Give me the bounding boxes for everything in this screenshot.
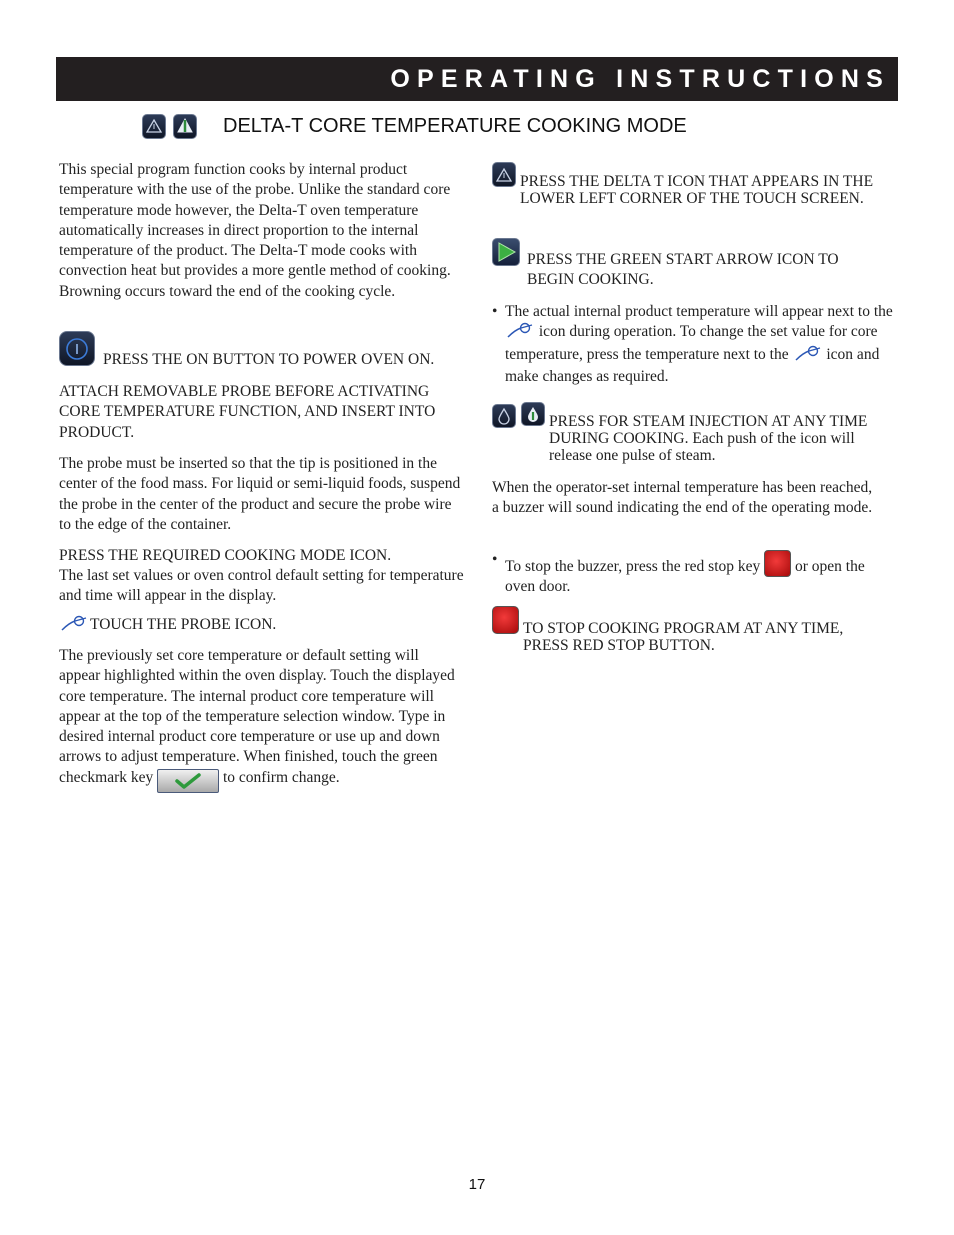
core-temp-text: The previously set core temperature or default setting will appear highlighted within the oven display. Touch the displayed core temperature. The internal product core temperature will appear at the top of the temperature selection window. Type in desired internal product core temperature or use up and down arrows to adjust temperature. When finished, touch the green checkmark key: [59, 647, 455, 786]
intro-paragraph: This special program function cooks by internal product temperature with the use of the probe. Unlike the standard core temperature mode however, the Delta-T oven temperature automatically increases in direct proportion to the internal temperature of the product. The Delta-T mode cooks with convection heat but provides a more gentle method of cooking. Browning occurs toward the end of the cooking cycle.: [59, 161, 451, 300]
buzzer-paragraph: When the operator-set internal temperature has been reached, a buzzer will sound indicating the end of the operating mode.: [492, 479, 873, 517]
stop-button-icon: [492, 606, 519, 634]
delta-t-icon: [142, 114, 166, 139]
probe-icon: [795, 345, 821, 367]
power-step: PRESS THE ON BUTTON TO POWER OVEN ON.: [103, 351, 435, 368]
section-heading: [142, 112, 687, 140]
core-temp-paragraph: [59, 646, 461, 793]
bullet-dot: •: [492, 551, 498, 568]
start-step: PRESS THE GREEN START ARROW ICON TO BEGIN COOKING.: [527, 251, 839, 289]
section-title: DELTA-T CORE TEMPERATURE COOKING MODE: [223, 114, 687, 137]
buzzer-bullet-part-a: To stop the buzzer, press the red stop key: [505, 558, 761, 575]
bullet-dot: •: [492, 303, 498, 320]
mode-step: PRESS THE REQUIRED COOKING MODE ICON.: [59, 547, 392, 564]
temp-bullet-part-b: icon during operation. To change the set value for core temperature, press the temperature next to the: [505, 323, 878, 363]
delta-t-steam-icon: [173, 114, 197, 139]
temp-bullet-part-a: The actual internal product temperature will appear next to the: [505, 303, 893, 320]
attach-probe-step: ATTACH REMOVABLE PROBE BEFORE ACTIVATING CORE TEMPERATURE FUNCTION, AND INSERT INTO PRODUCT.: [59, 383, 436, 441]
header-banner: OPERATING INSTRUCTIONS: [56, 57, 898, 101]
stop-step: TO STOP COOKING PROGRAM AT ANY TIME, PRESS RED STOP BUTTON.: [523, 620, 844, 654]
steam-injection-icon: [521, 402, 545, 426]
core-temp-end: to confirm change.: [223, 768, 340, 786]
delta-step: PRESS THE DELTA T ICON THAT APPEARS IN THE LOWER LEFT CORNER OF THE TOUCH SCREEN.: [520, 173, 874, 207]
probe-icon: [61, 615, 87, 636]
steam-icon: [492, 404, 516, 428]
temperature-bullet-text: [505, 302, 897, 387]
start-arrow-icon: [492, 238, 520, 266]
buzzer-bullet-text: [505, 550, 897, 598]
probe-step: TOUCH THE PROBE ICON.: [90, 616, 277, 633]
mode-note: The last set values or oven control default setting for temperature and time will appear in the display.: [59, 567, 464, 605]
page-number: 17: [468, 1176, 486, 1193]
probe-insert-paragraph: The probe must be inserted so that the tip is positioned in the center of the food mass. For liquid or semi-liquid foods, suspend the probe in the center of the product and secure the probe wire to the edge of the container.: [59, 455, 461, 533]
steam-step: PRESS FOR STEAM INJECTION AT ANY TIME DURING COOKING. Each push of the icon will release one pulse of steam.: [549, 413, 868, 464]
delta-t-icon: [492, 162, 516, 187]
temp-bullet-part-c: icon and make changes as required.: [505, 345, 880, 385]
probe-icon: [507, 322, 533, 344]
power-icon: [59, 331, 95, 366]
checkmark-key: [157, 769, 219, 793]
stop-key-icon: [764, 550, 791, 577]
buzzer-bullet-part-b: or open the oven door.: [505, 558, 865, 596]
